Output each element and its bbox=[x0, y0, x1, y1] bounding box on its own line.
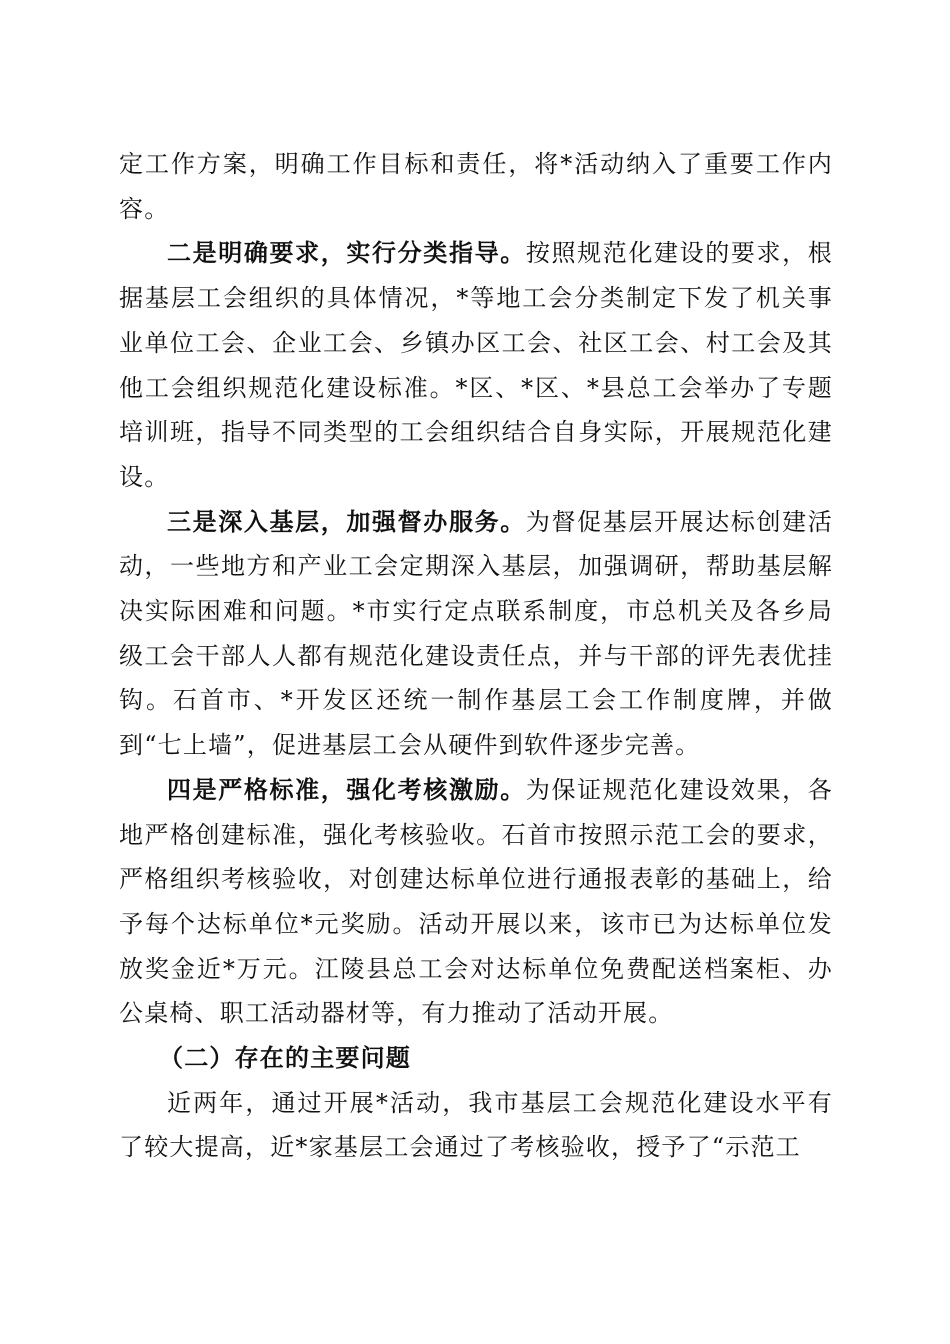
document-body bbox=[119, 142, 833, 1170]
section-heading: （二）存在的主要问题 bbox=[159, 1043, 411, 1073]
paragraph-item-2 bbox=[119, 231, 833, 499]
paragraph-lead-3: 三是深入基层，加强督办服务。 bbox=[167, 506, 526, 536]
paragraph-item-3 bbox=[119, 500, 833, 768]
paragraph-body-4: 为保证规范化建设效果，各地严格创建标准，强化考核验收。石首市按照示范工会的要求，严格组织考核验收，对创建达标单位进行通报表彰的基础上，给予每个达标单位*元奖励。活动开展以来，该市已为达标单位发放奖金近*万元。江陵县总工会对达标单位免费配送档案柜、办公桌椅、职工活动器材等，有力推动了活动开展。 bbox=[119, 775, 833, 1028]
paragraph-lead-4: 四是严格标准，强化考核激励。 bbox=[167, 774, 526, 804]
paragraph-lead-2: 二是明确要求，实行分类指导。 bbox=[167, 238, 526, 268]
paragraph-continuation: 定工作方案，明确工作目标和责任，将*活动纳入了重要工作内容。 bbox=[119, 150, 833, 223]
paragraph-body-3: 为督促基层开展达标创建活动，一些地方和产业工会定期深入基层，加强调研，帮助基层解决实际困难和问题。*市实行定点联系制度，市总机关及各乡局级工会干部人人都有规范化建设责任点，并与干部的评先表优挂钩。石首市、*开发区还统一制作基层工会工作制度牌，并做到“七上墙”，促进基层工会从硬件到软件逐步完善。 bbox=[119, 507, 833, 760]
paragraph-item-4 bbox=[119, 768, 833, 1036]
paragraph-body-2: 按照规范化建设的要求，根据基层工会组织的具体情况，*等地工会分类制定下发了机关事业单位工会、企业工会、乡镇办区工会、社区工会、村工会及其他工会组织规范化建设标准。*区、*区、*县总工会举办了专题培训班，指导不同类型的工会组织结合自身实际，开展规范化建设。 bbox=[119, 239, 833, 491]
paragraph-problems-intro: 近两年，通过开展*活动，我市基层工会规范化建设水平有了较大提高，近*家基层工会通过了考核验收，授予了“示范工 bbox=[119, 1088, 833, 1162]
